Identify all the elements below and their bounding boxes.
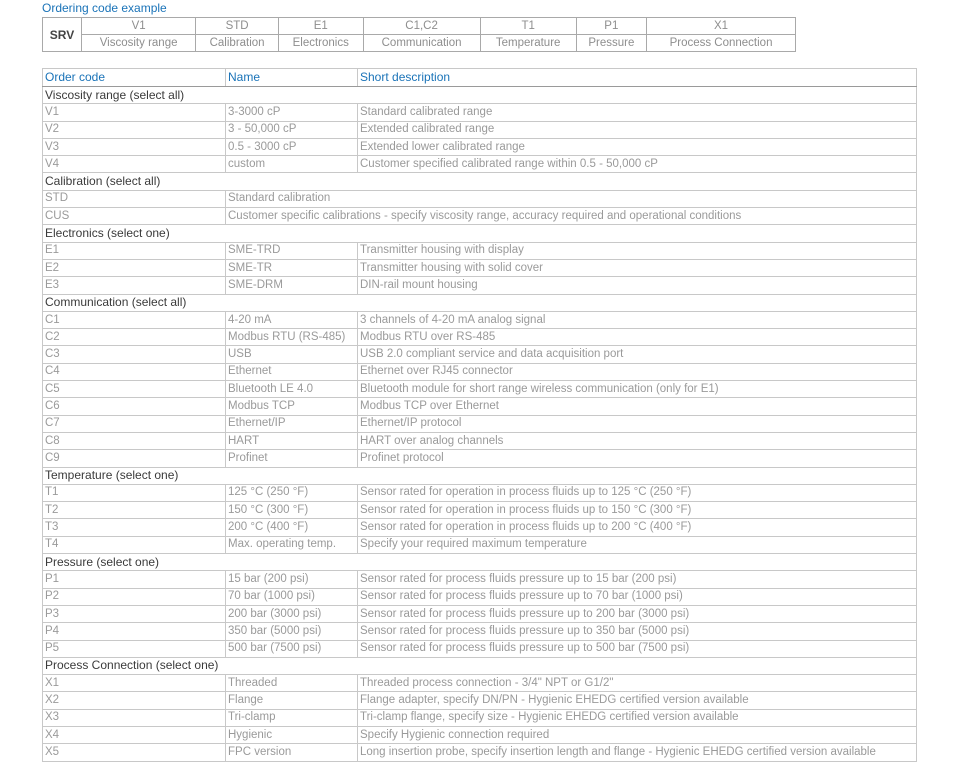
table-row [43,208,917,225]
cell-description: HART over analog channels [358,432,917,449]
order-code-table [42,68,917,762]
cell-name: 3-3000 cP [226,104,358,121]
cell-name: 70 bar (1000 psi) [226,588,358,605]
section-title: Electronics (select one) [43,225,917,242]
table-row [43,104,917,121]
section-title: Communication (select all) [43,294,917,311]
cell-name: Modbus TCP [226,398,358,415]
cell-order-code: E1 [43,242,226,259]
table-row [43,156,917,173]
table-row [43,605,917,622]
cell-description: Sensor rated for process fluids pressure up to 350 bar (5000 psi) [358,623,917,640]
cell-description: Transmitter housing with display [358,242,917,259]
cell-name: Customer specific calibrations - specify viscosity range, accuracy required and operational conditions [226,208,917,225]
cell-description: Customer specified calibrated range within 0.5 - 50,000 cP [358,156,917,173]
section-header-row [43,173,917,190]
cell-name: 15 bar (200 psi) [226,571,358,588]
cell-description: Modbus RTU over RS-485 [358,329,917,346]
table-row [43,398,917,415]
section-title: Pressure (select one) [43,554,917,571]
cell-order-code: T2 [43,502,226,519]
example-code: P1 [576,18,646,35]
table-row [43,709,917,726]
cell-order-code: P1 [43,571,226,588]
cell-name: Hygienic [226,726,358,743]
cell-order-code: X2 [43,692,226,709]
cell-order-code: X4 [43,726,226,743]
example-code: X1 [647,18,796,35]
example-label: Pressure [576,35,646,52]
cell-description: Transmitter housing with solid cover [358,259,917,276]
table-row [43,536,917,553]
cell-description: Modbus TCP over Ethernet [358,398,917,415]
ordering-code-title: Ordering code example [42,1,167,15]
example-prefix: SRV [43,18,82,52]
cell-order-code: P3 [43,605,226,622]
cell-order-code: V3 [43,138,226,155]
example-code: C1,C2 [363,18,480,35]
cell-order-code: X1 [43,675,226,692]
cell-order-code: C8 [43,432,226,449]
example-label: Temperature [480,35,576,52]
cell-order-code: X3 [43,709,226,726]
section-title: Temperature (select one) [43,467,917,484]
cell-order-code: C3 [43,346,226,363]
cell-name: Threaded [226,675,358,692]
cell-description: Sensor rated for operation in process fluids up to 150 °C (300 °F) [358,502,917,519]
table-row [43,675,917,692]
cell-description: Extended lower calibrated range [358,138,917,155]
cell-description: DIN-rail mount housing [358,277,917,294]
table-row [43,415,917,432]
table-row [43,381,917,398]
section-header-row [43,225,917,242]
table-row [43,571,917,588]
cell-order-code: C4 [43,363,226,380]
cell-name: 0.5 - 3000 cP [226,138,358,155]
cell-order-code: C6 [43,398,226,415]
cell-description: Specify Hygienic connection required [358,726,917,743]
example-label: Communication [363,35,480,52]
column-header-description: Short description [358,69,917,87]
example-label: Process Connection [647,35,796,52]
cell-description: Sensor rated for operation in process fluids up to 200 °C (400 °F) [358,519,917,536]
table-row [43,692,917,709]
example-code: V1 [82,18,196,35]
cell-order-code: V1 [43,104,226,121]
cell-description: 3 channels of 4-20 mA analog signal [358,311,917,328]
cell-name: Flange [226,692,358,709]
example-code: T1 [480,18,576,35]
cell-name: Tri-clamp [226,709,358,726]
cell-order-code: CUS [43,208,226,225]
cell-name: HART [226,432,358,449]
cell-name: 200 °C (400 °F) [226,519,358,536]
cell-description: Extended calibrated range [358,121,917,138]
table-row [43,311,917,328]
cell-order-code: T4 [43,536,226,553]
cell-name: SME-DRM [226,277,358,294]
cell-description: Sensor rated for process fluids pressure up to 500 bar (7500 psi) [358,640,917,657]
table-row [43,363,917,380]
cell-name: 500 bar (7500 psi) [226,640,358,657]
table-row [43,588,917,605]
example-codes-row [43,18,796,35]
cell-name: USB [226,346,358,363]
table-row [43,726,917,743]
section-header-row [43,657,917,674]
table-row [43,242,917,259]
section-title: Calibration (select all) [43,173,917,190]
cell-name: Bluetooth LE 4.0 [226,381,358,398]
section-title: Viscosity range (select all) [43,87,917,104]
cell-description: USB 2.0 compliant service and data acquisition port [358,346,917,363]
example-label: Calibration [196,35,279,52]
cell-order-code: V4 [43,156,226,173]
table-row [43,190,917,207]
table-row [43,432,917,449]
cell-order-code: P5 [43,640,226,657]
table-row [43,121,917,138]
table-row [43,744,917,761]
order-code-table-body [43,69,917,762]
example-labels-row [43,35,796,52]
table-row [43,329,917,346]
cell-description: Sensor rated for process fluids pressure up to 15 bar (200 psi) [358,571,917,588]
example-code: E1 [278,18,363,35]
cell-order-code: E3 [43,277,226,294]
cell-order-code: C5 [43,381,226,398]
cell-name: 150 °C (300 °F) [226,502,358,519]
example-label: Viscosity range [82,35,196,52]
cell-name: 125 °C (250 °F) [226,484,358,501]
cell-order-code: STD [43,190,226,207]
cell-order-code: C1 [43,311,226,328]
cell-order-code: E2 [43,259,226,276]
cell-description: Sensor rated for process fluids pressure up to 70 bar (1000 psi) [358,588,917,605]
cell-description: Sensor rated for operation in process fluids up to 125 °C (250 °F) [358,484,917,501]
cell-order-code: P2 [43,588,226,605]
cell-description: Tri-clamp flange, specify size - Hygienic EHEDG certified version available [358,709,917,726]
cell-description: Standard calibrated range [358,104,917,121]
table-row [43,277,917,294]
cell-order-code: V2 [43,121,226,138]
cell-name: FPC version [226,744,358,761]
column-header-name: Name [226,69,358,87]
cell-order-code: C9 [43,450,226,467]
cell-name: Standard calibration [226,190,917,207]
table-header-row [43,69,917,87]
table-row [43,484,917,501]
cell-description: Specify your required maximum temperature [358,536,917,553]
cell-description: Ethernet over RJ45 connector [358,363,917,380]
cell-order-code: X5 [43,744,226,761]
cell-description: Threaded process connection - 3/4" NPT or G1/2" [358,675,917,692]
cell-description: Flange adapter, specify DN/PN - Hygienic EHEDG certified version available [358,692,917,709]
cell-name: Profinet [226,450,358,467]
cell-order-code: T3 [43,519,226,536]
table-row [43,346,917,363]
ordering-code-example-table [42,17,796,52]
cell-order-code: T1 [43,484,226,501]
cell-name: custom [226,156,358,173]
example-label: Electronics [278,35,363,52]
example-code: STD [196,18,279,35]
table-row [43,640,917,657]
cell-name: Modbus RTU (RS-485) [226,329,358,346]
cell-order-code: C7 [43,415,226,432]
cell-name: SME-TR [226,259,358,276]
cell-name: 200 bar (3000 psi) [226,605,358,622]
section-header-row [43,87,917,104]
cell-order-code: C2 [43,329,226,346]
table-row [43,519,917,536]
cell-name: SME-TRD [226,242,358,259]
cell-name: 3 - 50,000 cP [226,121,358,138]
table-row [43,450,917,467]
cell-description: Long insertion probe, specify insertion length and flange - Hygienic EHEDG certified version available [358,744,917,761]
cell-description: Sensor rated for process fluids pressure up to 200 bar (3000 psi) [358,605,917,622]
cell-name: 4-20 mA [226,311,358,328]
section-header-row [43,554,917,571]
table-row [43,502,917,519]
cell-name: Ethernet [226,363,358,380]
cell-order-code: P4 [43,623,226,640]
cell-name: Ethernet/IP [226,415,358,432]
cell-description: Ethernet/IP protocol [358,415,917,432]
table-row [43,259,917,276]
cell-name: Max. operating temp. [226,536,358,553]
section-header-row [43,467,917,484]
cell-name: 350 bar (5000 psi) [226,623,358,640]
table-row [43,623,917,640]
section-header-row [43,294,917,311]
table-row [43,138,917,155]
column-header-order-code: Order code [43,69,226,87]
cell-description: Bluetooth module for short range wireless communication (only for E1) [358,381,917,398]
section-title: Process Connection (select one) [43,657,917,674]
cell-description: Profinet protocol [358,450,917,467]
